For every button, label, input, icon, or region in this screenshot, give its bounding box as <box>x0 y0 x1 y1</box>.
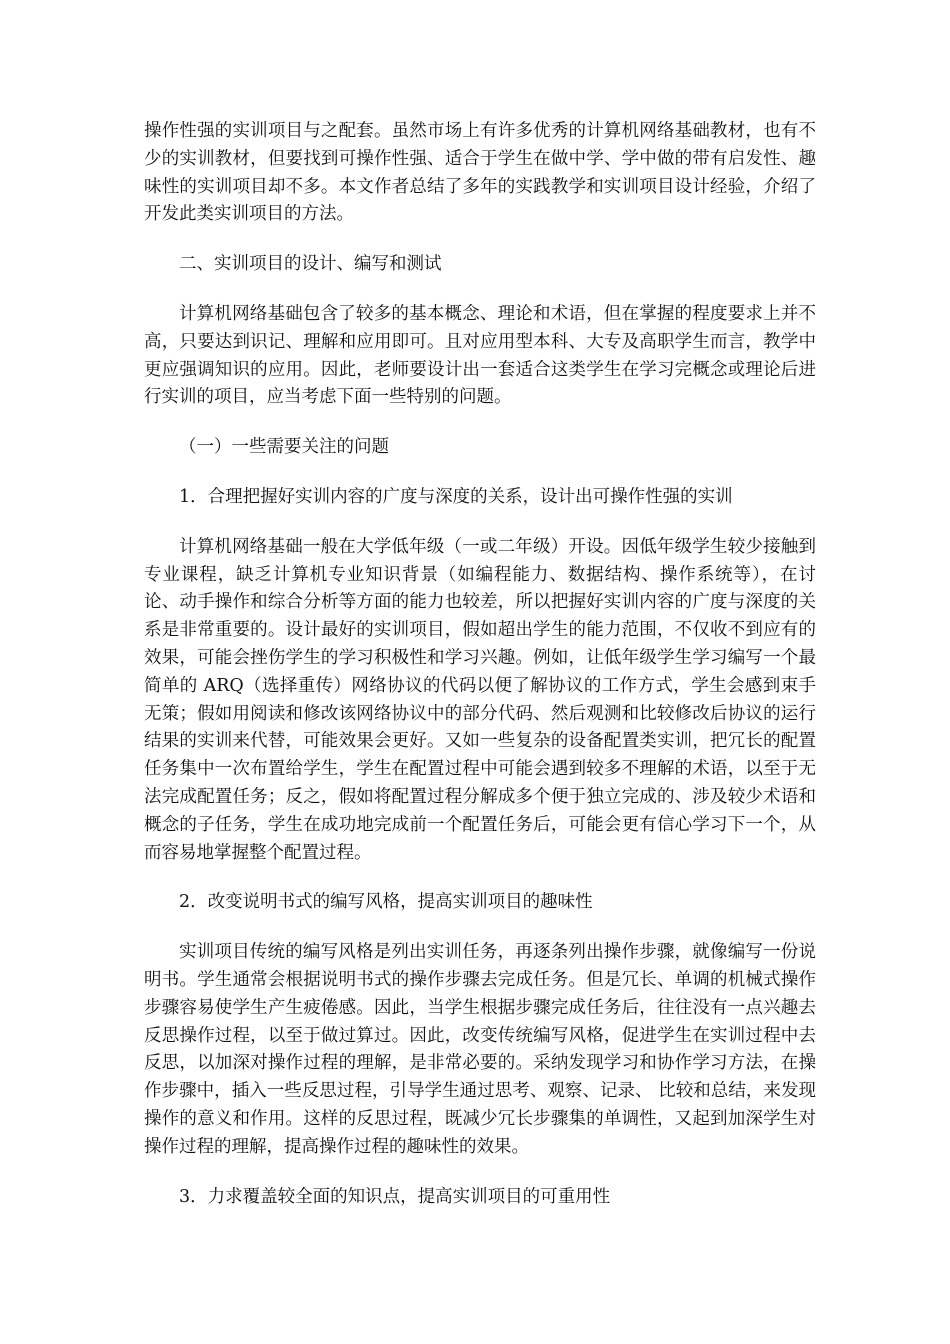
body-paragraph: 计算机网络基础包含了较多的基本概念、理论和术语，但在掌握的程度要求上并不高，只要达到识记、理解和应用即可。且对应用型本科、大专及高职学生而言，教学中更应强调知识的应用。因此，老师要设计出一套适合这类学生在学习完概念或理论后进行实训的项目，应当考虑下面一些特别的问题。 <box>144 303 816 408</box>
body-paragraph-continued: 操作性强的实训项目与之配套。虽然市场上有许多优秀的计算机网络基础教材，也有不少的实训教材，但要找到可操作性强、适合于学生在做中学、学中做的带有启发性、趣味性的实训项目却不多。本文作者总结了多年的实践教学和实训项目设计经验，介绍了开发此类实训项目的方法。 <box>144 121 816 225</box>
section-heading: 二、实训项目的设计、编写和测试 <box>179 254 442 275</box>
body-paragraph: 实训项目传统的编写风格是列出实训任务，再逐条列出操作步骤，就像编写一份说明书。学生通常会根据说明书式的操作步骤去完成任务。但是冗长、单调的机械式操作步骤容易使学生产生疲倦感。因此，当学生根据步骤完成任务后，往往没有一点兴趣去反思操作过程，以至于做过算过。因此，改变传统编写风格，促进学生在实训过程中去反思，以加深对操作过程的理解，是非常必要的。采纳发现学习和协作学习方法，在操作步骤中，插入一些反思过程，引导学生通过思考、观察、记录、 比较和总结，来发现操作的意义和作用。这样的反思过程，既减少冗长步骤集的单调性，又起到加深学生对操作过程的理解，提高操作过程的趣味性的效果。 <box>144 942 816 1157</box>
numbered-heading-2: 2．改变说明书式的编写风格，提高实训项目的趣味性 <box>179 892 593 913</box>
subsection-heading: （一）一些需要关注的问题 <box>179 437 389 458</box>
numbered-heading-1: 1．合理把握好实训内容的广度与深度的关系，设计出可操作性强的实训 <box>179 486 733 507</box>
numbered-heading-3: 3．力求覆盖较全面的知识点，提高实训项目的可重用性 <box>179 1186 611 1207</box>
body-paragraph: 计算机网络基础一般在大学低年级（一或二年级）开设。因低年级学生较少接触到专业课程，缺乏计算机专业知识背景（如编程能力、数据结构、操作系统等），在讨论、动手操作和综合分析等方面的能力也较差，所以把握好实训内容的广度与深度的关系是非常重要的。设计最好的实训项目，假如超出学生的能力范围，不仅收不到应有的效果，可能会挫伤学生的学习积极性和学习兴趣。例如，让低年级学生学习编写一个最简单的 ARQ（选择重传）网络协议的代码以便了解协议的工作方式，学生会感到束手无策；假如用阅读和修改该网络协议中的部分代码、然后观测和比较修改后协议的运行结果的实训来代替，可能效果会更好。又如一些复杂的设备配置类实训，把冗长的配置任务集中一次布置给学生，学生在配置过程中可能会遇到较多不理解的术语，以至于无法完成配置任务；反之，假如将配置过程分解成多个便于独立完成的、涉及较少术语和概念的子任务，学生在成功地完成前一个配置任务后，可能会更有信心学习下一个，从而容易地掌握整个配置过程。 <box>144 536 816 863</box>
document-body <box>144 118 816 1233</box>
